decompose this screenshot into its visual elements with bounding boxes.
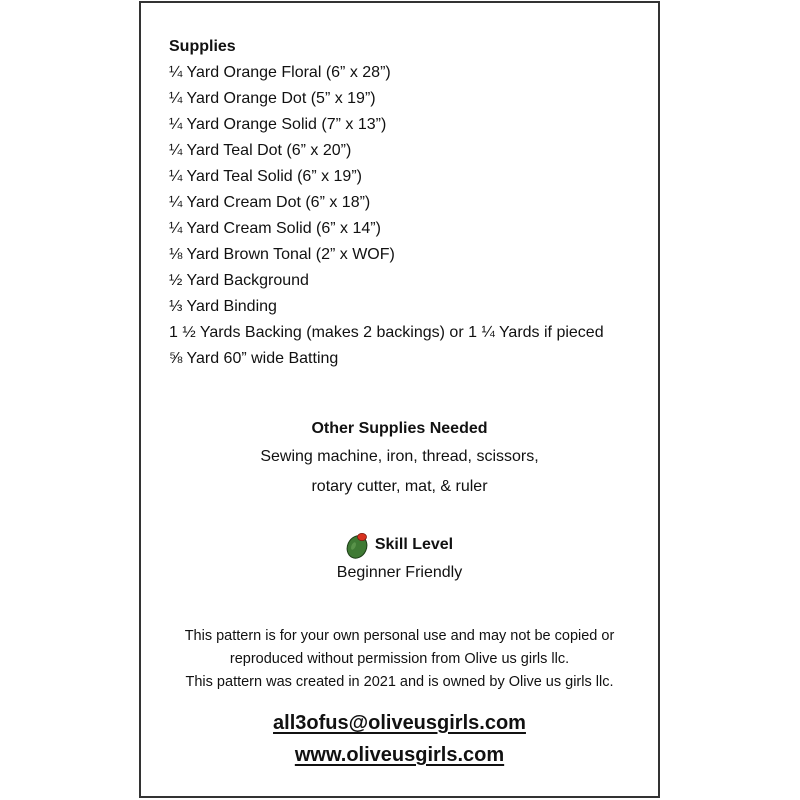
- notice-line: This pattern is for your own personal use and may not be copied or: [184, 628, 615, 644]
- skill-level-title: Skill Level: [374, 536, 454, 553]
- olive-icon: [346, 530, 370, 560]
- supply-item: ¼ Yard Cream Dot (6” x 18”): [169, 194, 371, 211]
- contact-section: [141, 707, 658, 771]
- supply-item: ½ Yard Background: [169, 272, 309, 289]
- notice-line: This pattern was created in 2021 and is owned by Olive us girls llc.: [185, 674, 614, 690]
- supplies-title: Supplies: [169, 38, 236, 55]
- supply-item: ⅛ Yard Brown Tonal (2” x WOF): [169, 246, 395, 263]
- supply-item: ¼ Yard Orange Solid (7” x 13”): [169, 116, 387, 133]
- other-supplies-title: Other Supplies Needed: [311, 420, 488, 437]
- website-link[interactable]: www.oliveusgirls.com: [294, 744, 505, 766]
- supply-item: ⅓ Yard Binding: [169, 298, 277, 315]
- supply-item: ⅝ Yard 60” wide Batting: [169, 350, 339, 367]
- supplies-section: [169, 34, 648, 372]
- supply-item: 1 ½ Yards Backing (makes 2 backings) or 1 ¼ Yards if pieced: [169, 324, 604, 341]
- skill-level-header: [141, 529, 658, 561]
- other-supplies-section: [141, 416, 658, 502]
- other-supplies-line: rotary cutter, mat, & ruler: [311, 478, 488, 495]
- email-link[interactable]: all3ofus@oliveusgirls.com: [273, 712, 526, 734]
- supply-item: ¼ Yard Orange Floral (6” x 28”): [169, 64, 391, 81]
- other-supplies-line: Sewing machine, iron, thread, scissors,: [260, 448, 539, 465]
- pattern-card: [139, 1, 660, 798]
- notice-line: reproduced without permission from Olive us girls llc.: [229, 651, 570, 667]
- copyright-notice: [141, 625, 658, 694]
- supply-item: ¼ Yard Orange Dot (5” x 19”): [169, 90, 376, 107]
- supply-list: [169, 60, 648, 372]
- skill-level-value: Beginner Friendly: [336, 564, 463, 581]
- supply-item: ¼ Yard Cream Solid (6” x 14”): [169, 220, 381, 237]
- supply-item: ¼ Yard Teal Dot (6” x 20”): [169, 142, 352, 159]
- supply-item: ¼ Yard Teal Solid (6” x 19”): [169, 168, 362, 185]
- skill-level-section: [141, 529, 658, 585]
